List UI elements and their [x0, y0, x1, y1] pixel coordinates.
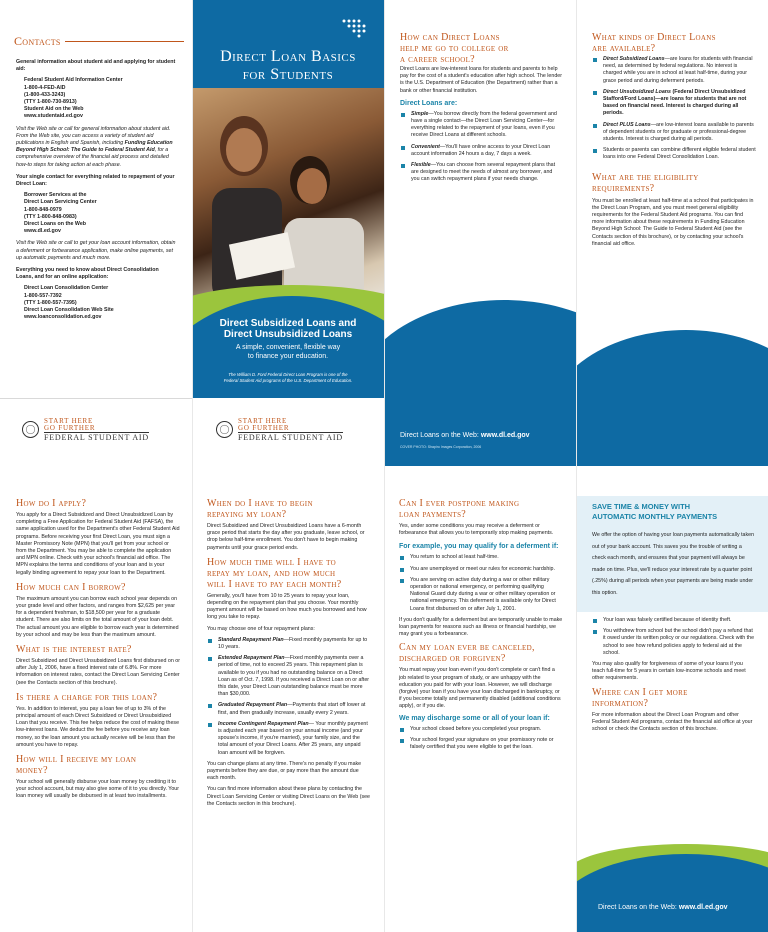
contact-link[interactable]: www.loanconsolidation.ed.gov — [24, 314, 102, 321]
department-seal-icon — [216, 421, 233, 438]
list-item: Flexible—You can choose from several repayment plans that are designed to meet the needs of almost any borrower, and you can switch repayment plans if your needs change. — [400, 162, 562, 184]
cancel-body: You must repay your loan even if you don't complete or can't find a job related to your program of study, or are unhappy with the education you paid for with your loan. However, we will discharge (forgive) your loan if you have your loan discharged in bankruptcy, or if you become totally and permanently disabled (additional conditions apply), or if you die. — [399, 667, 561, 710]
help-body: Direct Loans are low-interest loans for students and parents to help pay for the cost of a student's education after high school. The lender is the U.S. Department of Education (the Department) rather than a bank or other financial institution. — [400, 66, 562, 94]
fsa-logo: START HERE GO FURTHER FEDERAL STUDENT AID — [216, 418, 343, 441]
list-item: Convenient—You'll have online access to your Direct Loan account information 24 hours a day, 7 days a week. — [400, 144, 562, 158]
repay-body: Direct Subsidized and Direct Unsubsidized Loans have a 6-month grace period that starts the day after you graduate, leave school, or drop below half-time enrollment. You don't have to begin making payments until your grace period ends. — [207, 523, 365, 551]
save-panel — [576, 466, 768, 932]
loans-are-list — [400, 111, 562, 184]
list-item: Graduated Repayment Plan—Payments that start off lower at first, and then gradually increase, usually every 2 years. — [207, 702, 371, 716]
deferment-heading: For example, you may qualify for a deferment if: — [399, 543, 559, 551]
borrow-heading: How much can I borrow? — [16, 581, 126, 593]
borrow-body: The maximum amount you can borrow each school year depends on your grade level and other factors, and ranges from $2,625 per year for a dependent freshman, to $18,500 per year for a graduate student. There are also limits on the total amount of your loan debt. The actual amount you are eligible to borrow each year is determined by your school and may be less than the maximum amount. — [16, 595, 179, 638]
contact-line: 1-800-4-FED-AID — [24, 84, 66, 91]
list-item: Direct PLUS Loans—are low-interest loans available to parents of dependent students or for graduate or professional-degree students. Interest is charged during all periods. — [592, 122, 756, 144]
teach-text: You may also qualify for forgiveness of some of your loans if you teach full-time for 5 years in certain low-income schools and meet other requirements. — [592, 661, 746, 682]
contact-line: Borrower Services at the — [24, 192, 87, 199]
fold-line — [192, 0, 193, 466]
contact-line: Student Aid on the Web — [24, 106, 84, 113]
divider — [0, 398, 192, 399]
receive-heading: How will I receive my loan money? — [16, 754, 137, 777]
kinds-panel — [576, 0, 768, 466]
dots-logo-icon — [340, 18, 366, 40]
discharge-heading: We may discharge some or all of your loan if: — [399, 714, 550, 722]
consol-intro: Everything you need to know about Direct Consolidation Loans, and for an online application: — [16, 267, 159, 281]
cover-fineprint: The William D. Ford Federal Direct Loan Program is one of the Federal Student Aid programs of the U.S. Department of Education. — [223, 372, 353, 383]
help-heading: How can Direct Loans help me go to college or a career school? — [400, 32, 509, 65]
brochure-inside — [0, 466, 768, 932]
apply-body: You apply for a Direct Subsidized and Direct Unsubsidized Loan by completing a Free Application for Federal Student Aid (FAFSA), the same application used for the Department's other Federal Student Aid programs. Before receiving your first Direct Loan, you must sign a Master Promissory Note (MPN) that you'll get from your school or from the Department. You may be able to complete the application and MPN online. Check with your school's financial aid office. The MPN explains the terms and conditions of your loan and is your legally binding agreement to repay your loan to the Department. — [16, 512, 180, 576]
list-item: Direct Subsidized Loans—are loans for students with financial need, as determined by federal regulations. No interest is charged while you are in school at least half-time, during your grace period and during deferment periods. — [592, 56, 756, 85]
contacts-title: Contacts — [14, 34, 61, 48]
fold-line — [576, 466, 577, 932]
cover-tagline: A simple, convenient, flexible way to finance your education. — [235, 344, 341, 360]
list-item: Income Contingent Repayment Plan— Your monthly payment is adjusted each year based on your annual income (and your spouse's income, if you're married), your family size, and the total amount of your Direct Loans. After 25 years, any unpaid loan amount will be forgiven. — [207, 721, 371, 757]
time-heading: How much time will I have to repay my loan, and how much will I have to pay each month? — [207, 556, 342, 590]
more-info-heading: Where can I get more information? — [592, 686, 688, 709]
kinds-list — [592, 56, 756, 162]
contacts-intro: General information about student aid and applying for student aid: — [16, 59, 176, 73]
postpone-panel — [384, 466, 576, 932]
list-item: Your school forged your signature on your promissory note or falsely certified that you were eligible to get the loan. — [399, 737, 563, 751]
servicing-block — [24, 192, 176, 235]
repay-panel — [192, 466, 384, 932]
list-item: Extended Repayment Plan—Fixed monthly payments over a period of time, not to exceed 25 years. This repayment plan is available to you if you had no outstanding balance on a Direct Loan as of Oct. 7, 1998. If you received a Direct Loan on or after this date, your Direct Loan outstanding balance must be more than $30,000. — [207, 655, 371, 698]
discharge-list — [399, 726, 563, 752]
students-photo-image — [192, 88, 384, 303]
list-item: You withdrew from school but the school didn't pay a refund that it owed under its written policy or our regulations. Check with the school to see how refund policies apply to federal aid at the school. — [592, 628, 756, 657]
blue-swoosh — [384, 300, 576, 466]
save-heading: SAVE TIME & MONEY WITH AUTOMATIC MONTHLY PAYMENTS — [592, 502, 718, 521]
blue-swoosh — [576, 330, 768, 466]
rate-heading: What is the interest rate? — [16, 644, 132, 656]
fold-line — [384, 466, 385, 932]
deferment-list — [399, 554, 563, 612]
time-body: Generally, you'll have from 10 to 25 years to repay your loan, depending on the repayment plan that you choose. Your monthly payment amount will be based on how much you borrowed and how long you take to repay. — [207, 592, 367, 621]
contact-line: (TTY 1-800-730-8913) — [24, 99, 77, 106]
cover-photo — [192, 88, 384, 303]
rate-body: Direct Subsidized and Direct Unsubsidized Loans first disbursed on or after July 1, 2006, have a fixed interest rate of 6.8%. For more information on interest rates, contact the Direct Loan Servicing Center (see the Contacts section of this brochure). — [16, 658, 180, 686]
list-item: Your school closed before you completed your program. — [399, 726, 563, 733]
forbearance-text: If you don't qualify for a deferment but are temporarily unable to make loan payments for reasons such as illness or financial hardship, we may grant you a forbearance. — [399, 616, 563, 638]
list-item: Your loan was falsely certified because of identity theft. — [592, 617, 756, 624]
department-seal-icon — [22, 421, 39, 438]
contact-line: 1-800-557-7392 — [24, 292, 62, 299]
contact-line: Direct Loan Consolidation Web Site — [24, 307, 114, 314]
forgive-list — [592, 617, 756, 657]
charge-heading: Is there a charge for this loan? — [16, 691, 158, 703]
contact-line: Direct Loan Consolidation Center — [24, 285, 109, 292]
how-can-help-panel — [384, 0, 576, 466]
cover-panel — [192, 0, 384, 466]
contact-line: Direct Loans on the Web — [24, 221, 87, 228]
eligibility-body: You must be enrolled at least half-time at a school that participates in the Direct Loan Program, and you must meet general eligibility requirements for the Federal Student Aid programs. You can find more information about these requirements in Funding Education Beyond High School: The Guide to Federal Student Aid (see the Contacts section of this brochure), or by contacting your school's financial aid office. — [592, 197, 754, 247]
list-item: Standard Repayment Plan—Fixed monthly payments for up to 10 years. — [207, 637, 371, 651]
fsaic-note: Visit the Web site or call for general information about student aid. From the Web site, you can access a variety of student aid publications in English and Spanish, including Funding Education Beyond High School: The Guide to Federal Student Aid, for a comprehensive overview of the financial aid process and detailed how-to steps for taking action at each phase. — [16, 125, 173, 168]
loans-are-heading: Direct Loans are: — [400, 99, 458, 107]
photo-credit: COVER PHOTO: Shapiro Images Corporation, 2006 — [400, 445, 482, 449]
list-item: You return to school at least half-time. — [399, 554, 563, 561]
fold-line — [576, 0, 577, 466]
kinds-heading: What kinds of Direct Loans are available? — [592, 32, 716, 54]
postpone-body: Yes, under some conditions you may receive a deferment or forbearance that allows you to temporarily stop making payments. — [399, 523, 554, 537]
contact-line: Direct Loan Servicing Center — [24, 199, 97, 206]
more-plans-text: You can find more information about these plans by contacting the Direct Loan Servicing Center or visiting Direct Loans on the Web (see the Contacts section in this brochure). — [207, 786, 371, 807]
apply-heading: How do I apply? — [16, 498, 87, 509]
consol-block — [24, 285, 176, 321]
contact-link[interactable]: www.studentaid.ed.gov — [24, 113, 83, 120]
contact-line: (1-800-433-3243) — [24, 91, 66, 98]
web-link[interactable]: Direct Loans on the Web: www.dl.ed.gov — [400, 432, 530, 439]
title-rule — [65, 41, 184, 42]
contact-line: Federal Student Aid Information Center — [24, 77, 123, 84]
cover-title: Direct Loan Basics for Students — [220, 48, 356, 83]
contact-link[interactable]: www.dl.ed.gov — [24, 228, 61, 235]
change-text: You can change plans at any time. There's no penalty if you make payments before they are due, or pay more than the amount due each month. — [207, 760, 362, 782]
choose-text: You may choose one of four repayment plans: — [207, 625, 315, 632]
save-body: We offer the option of having your loan payments automatically taken out of your bank account. This saves you the trouble of writing a check each month, and ensures that your payment will always be made on time. Plus, we'll reduce your interest rate by a quarter point (.25%) during all periods when your payments are being made under this option. — [592, 532, 755, 596]
cover-subtitle: Direct Subsidized Loans and Direct Unsubsidized Loans — [219, 318, 357, 340]
more-info-body: For more information about the Direct Loan Program and other Federal Student Aid programs, contact the financial aid office at your school or check the Contacts section of this brochure. — [592, 711, 753, 733]
contact-line: (TTY 1-800-557-7395) — [24, 299, 77, 306]
fsa-logo: START HERE GO FURTHER FEDERAL STUDENT AID — [22, 418, 149, 441]
fold-line — [192, 466, 193, 932]
contact-line: (TTY 1-800-848-0983) — [24, 213, 77, 220]
postpone-heading: Can I ever postpone making loan payments? — [399, 498, 520, 520]
charge-body: Yes. In addition to interest, you pay a loan fee of up to 3% of the principal amount of each Direct Subsidized or Direct Unsubsidized Loan that you receive. This fee helps reduce the cost of making these low-interest loans. We deduct the fee before you receive any loan money, so the loan amount you actually receive will be less than the amount you have to repay. — [16, 705, 180, 748]
list-item: Simple—You borrow directly from the federal government and have a single contact—the Direct Loan Servicing Center—for everything related to the repayment of your loans, even if you receive Direct Loans at different schools. — [400, 111, 562, 140]
list-item: You are serving on active duty during a war or other military operation or national emergency, or performing qualifying National Guard duty during a war or other military operation or national emergency. This deferment is available only for Direct Loans first disbursed on or after July 1, 2001. — [399, 577, 563, 613]
contact-line: 1-800-848-0979 — [24, 206, 62, 213]
fold-line — [384, 0, 385, 466]
receive-body: Your school will generally disburse your loan money by crediting it to your school account, but may also give some of it to you directly. Your loan money will usually be disbursed in at least two installments. — [16, 779, 180, 800]
apply-panel — [0, 466, 192, 932]
plans-list — [207, 637, 371, 757]
cancel-heading: Can my loan ever be canceled, discharged or forgiven? — [399, 642, 535, 665]
web-link[interactable]: Direct Loans on the Web: www.dl.ed.gov — [598, 904, 728, 911]
list-item: You are unemployed or meet our rules for economic hardship. — [399, 566, 563, 573]
eligibility-heading: What are the eligibility requirements? — [592, 171, 699, 194]
servicing-note: Visit the Web site or call to get your loan account information, obtain a deferment or forbearance application, make online payments, set up automatic payments and much more. — [16, 240, 176, 261]
contacts-panel — [0, 0, 192, 466]
list-item: Direct Unsubsidized Loans (Federal Direct Unsubsidized Stafford/Ford Loans)—are loans for students that are not based on financial need. Interest is charged during all periods. — [592, 89, 756, 118]
fsaic-block — [24, 77, 176, 120]
list-item: Students or parents can combine different eligible federal student loans into one Federal Direct Consolidation Loan. — [592, 147, 756, 161]
repay-heading: When do I have to begin repaying my loan? — [207, 498, 313, 520]
repay-intro: Your single contact for everything related to repayment of your Direct Loan: — [16, 173, 175, 188]
